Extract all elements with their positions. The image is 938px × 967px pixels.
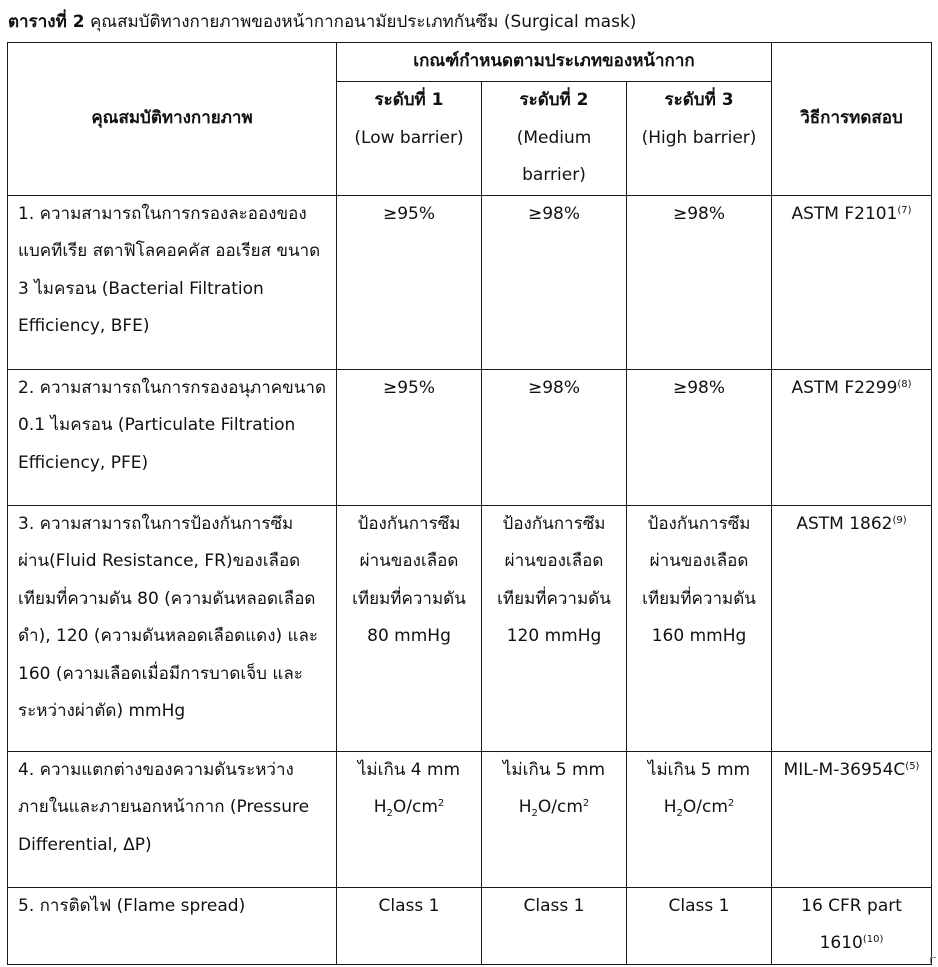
test-method: 16 CFR part 1610 (801, 895, 902, 953)
property-cell: 1. ความสามารถในการกรองละอองของแบคทีเรีย สตาฟิโลคอคคัส ออเรียส ขนาด 3 ไมครอน (Bacterial Filtration Efficiency, BFE) (8, 195, 337, 369)
test-method-cell (772, 369, 932, 505)
property-cell: 2. ความสามารถในการกรองอนุภาคขนาด 0.1 ไมครอน (Particulate Filtration Efficiency, PFE) (8, 369, 337, 505)
level-2-value: Class 1 (482, 887, 627, 964)
header-criteria-group: เกณฑ์กำหนดตามประเภทของหน้ากาก (337, 43, 772, 82)
level-3-value: ≥98% (627, 369, 772, 505)
table-row-pfe (8, 369, 932, 505)
test-method-cell (772, 887, 932, 964)
reference-number: (9) (892, 514, 907, 526)
level-2-sub: (Medium barrier) (516, 127, 592, 185)
level-2-value: ≥98% (482, 369, 627, 505)
level-1-value (337, 751, 482, 887)
level-1-value: ≥95% (337, 369, 482, 505)
value-prefix: ไม่เกิน 5 mm (647, 759, 751, 780)
test-method: MIL-M-36954C (783, 759, 906, 780)
table-caption (8, 8, 636, 35)
header-test-method: วิธีการทดสอบ (772, 43, 932, 196)
value-unit: $H_2O/cm^2$ (373, 797, 445, 819)
header-property: คุณสมบัติทางกายภาพ (8, 43, 337, 196)
level-2-title: ระดับที่ 2 (519, 90, 589, 110)
test-method-cell (772, 505, 932, 751)
level-3-value: ≥98% (627, 195, 772, 369)
header-level-1 (337, 82, 482, 196)
test-method: ASTM F2101 (791, 203, 898, 224)
value-prefix: ไม่เกิน 5 mm (502, 759, 606, 780)
property-cell: 5. การติดไฟ (Flame spread) (8, 887, 337, 964)
level-1-value: ≥95% (337, 195, 482, 369)
test-method-cell (772, 751, 932, 887)
mask-properties-table (7, 42, 932, 965)
level-1-value: Class 1 (337, 887, 482, 964)
level-3-title: ระดับที่ 3 (664, 90, 734, 110)
level-1-sub: (Low barrier) (354, 127, 464, 148)
reference-number: (8) (897, 378, 912, 390)
test-method: ASTM 1862 (796, 513, 893, 534)
level-1-value: ป้องกันการซึมผ่านของเลือดเทียมที่ความดัน 80 mmHg (337, 505, 482, 751)
caption-text: คุณสมบัติทางกายภาพของหน้ากากอนามัยประเภทกันซึม (Surgical mask) (89, 12, 637, 32)
level-3-value: Class 1 (627, 887, 772, 964)
value-unit: $H_2O/cm^2$ (518, 797, 590, 819)
header-level-3 (627, 82, 772, 196)
caption-label: ตารางที่ 2 (8, 12, 85, 32)
corner-mark (930, 957, 936, 963)
value-unit: $H_2O/cm^2$ (663, 797, 735, 819)
table-row-bfe (8, 195, 932, 369)
property-cell: 4. ความแตกต่างของความดันระหว่างภายในและภายนอกหน้ากาก (Pressure Differential, ΔP) (8, 751, 337, 887)
table-row-pressure-differential (8, 751, 932, 887)
test-method-cell (772, 195, 932, 369)
level-3-value (627, 751, 772, 887)
test-method: ASTM F2299 (791, 377, 898, 398)
table-row-flame-spread (8, 887, 932, 964)
reference-number: (5) (905, 760, 920, 772)
level-1-title: ระดับที่ 1 (374, 90, 444, 110)
level-3-value: ป้องกันการซึมผ่านของเลือดเทียมที่ความดัน 160 mmHg (627, 505, 772, 751)
level-3-sub: (High barrier) (641, 127, 757, 148)
header-level-2 (482, 82, 627, 196)
level-2-value (482, 751, 627, 887)
level-2-value: ป้องกันการซึมผ่านของเลือดเทียมที่ความดัน 120 mmHg (482, 505, 627, 751)
level-2-value: ≥98% (482, 195, 627, 369)
property-cell: 3. ความสามารถในการป้องกันการซึมผ่าน(Fluid Resistance, FR)ของเลือดเทียมที่ความดัน 80 (ความดันหลอดเลือดดำ), 120 (ความดันหลอดเลือดแดง) และ 160 (ความเลือดเมื่อมีการบาดเจ็บ และระหว่างผ่าตัด) mmHg (8, 505, 337, 751)
reference-number: (10) (862, 934, 884, 945)
reference-number: (7) (897, 204, 912, 216)
value-prefix: ไม่เกิน 4 mm (357, 759, 461, 780)
table-row-fluid-resistance (8, 505, 932, 751)
